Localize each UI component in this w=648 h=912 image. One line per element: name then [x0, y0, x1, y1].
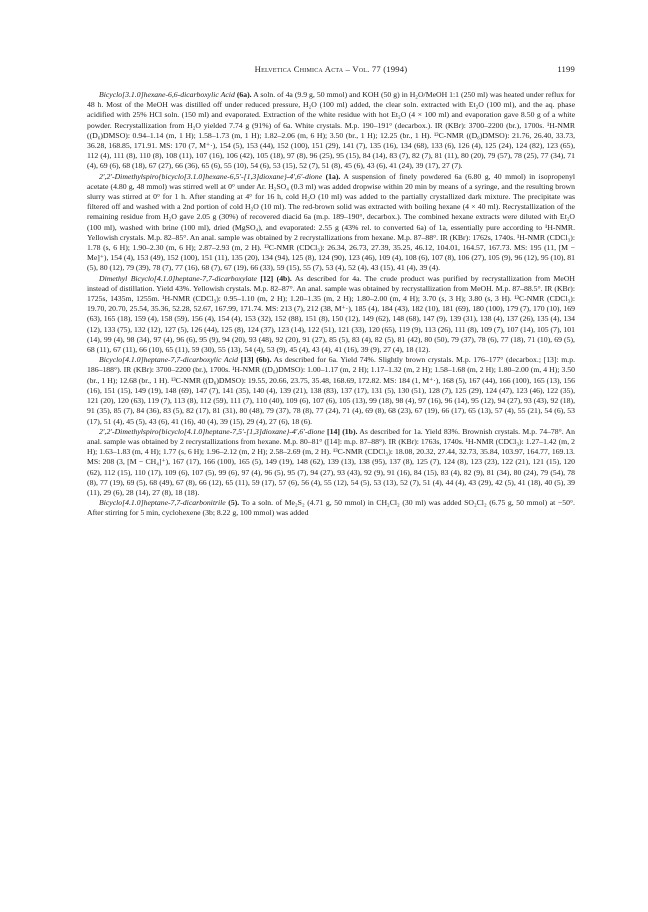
compound-name: Bicyclo[3.1.0]hexane-6,6-dicarboxylic Acid	[99, 90, 235, 99]
journal-page	[87, 64, 575, 519]
paragraph-compound-1a	[87, 172, 575, 274]
compound-label: [14] (1b).	[324, 426, 358, 436]
article-body	[87, 90, 575, 519]
paragraph-text: As described for 4a. The crude product was purified by recrystallization from MeOH instead of distillation. Yield 43%. Yellowish crystals. M.p. 82–87°. An anal. sample was obtained by recrystallization from MeOH. M.p. 87–88.5°. IR (KBr): 1725s, 1435m, 1255m. ¹H-NMR (CDCl₃): 0.95–1.10 (m, 2 H); 1.20–1.35 (m, 2 H); 1.80–2.00 (m, 4 H); 3.70 (s, 3 H); 3.80 (s, 3 H). ¹³C-NMR (CDCl₃): 19.70, 20.70, 25.54, 35.36, 52.28, 52.67, 167.99, 171.74. MS: 213 (7), 212 (38, M⁺·), 185 (4), 184 (43), 182 (10), 181 (69), 180 (100), 179 (7), 170 (10), 169 (63), 165 (18), 159 (4), 158 (59), 156 (4), 154 (4), 153 (32), 152 (88), 151 (8), 150 (12), 149 (62), 148 (68), 147 (9), 139 (31), 138 (4), 137 (26), 135 (4), 134 (12), 133 (75), 132 (12), 127 (5), 126 (44), 125 (8), 124 (37), 123 (14), 122 (51), 121 (33), 120 (65), 119 (9), 113 (26), 111 (8), 109 (7), 107 (14), 105 (7), 101 (14), 99 (4), 98 (34), 97 (4), 96 (6), 95 (9), 94 (20), 93 (48), 92 (20), 91 (27), 85 (5), 83 (4), 82 (5), 81 (42), 80 (50), 79 (37), 78 (6), 77 (18), 71 (10), 69 (5), 68 (11), 67 (11), 66 (10), 65 (11), 59 (30), 55 (13), 54 (4), 53 (9), 45 (4), 43 (4), 41 (16), 39 (9), 27 (4), 18 (12).	[87, 273, 575, 355]
paragraph-compound-4b	[87, 274, 575, 356]
compound-name: 2′,2′-Dimethylspiro{bicyclo[4.1.0]heptane-7,5′-[1,3]dioxane}-4′,6′-dione	[99, 426, 325, 436]
paragraph-text: To a soln. of Me₂S₂ (4.71 g, 50 mmol) in CH₂Cl₂ (30 ml) was added SO₂Cl₂ (6.75 g, 50 mmol) at −50°. After stirring for 5 min, cyclohexene (3b; 8.22 g, 100 mmol) was added	[87, 498, 575, 518]
paragraph-text: A suspension of finely powdered 6a (6.80 g, 40 mmol) in isopropenyl acetate (4.80 g, 48 mmol) was stirred well at 0° under Ar. H₂SO₄ (0.3 ml) was added dropwise within 20 min by means of a syringe, and the resulting brown slurry was stirred at 0° for 1 h. After standing at 4° for 16 h, cold H₂O (10 ml) was added to the partially crystallized dark mixture. The precipitate was filtered off and washed with a 2nd portion of cold H₂O (10 ml). The red-brown solid was extracted with boiling hexane (4 × 40 ml). Recrystallization of the remaining residue from H₂O gave 2.05 g (30%) of recovered diacid 6a (m.p. 189–190°, decarbox.). The combined hexane extracts were diluted with Et₂O (100 ml), washed with brine (100 ml), dried (MgSO₄), and evaporated: 2.55 g (43% rel. to converted 6a) of 1a, essentially pure according to ¹H-NMR. Yellowish crystals. M.p. 82–85°. An anal. sample was obtained by 2 recrystallizations from hexane. M.p. 87–88°. IR (KBr): 1762s, 1740s. ¹H-NMR (CDCl₃): 1.78 (s, 6 H); 1.90–2.30 (m, 6 H); 2.87–2.93 (m, 2 H). ¹³C-NMR (CDCl₃): 26.34, 26.73, 27.39, 35.25, 46.12, 104.01, 164.57, 167.73. MS: 195 (11, [M − Me]⁺), 154 (4), 153 (49), 152 (100), 151 (11), 135 (20), 134 (94), 125 (8), 124 (90), 123 (46), 109 (4), 108 (6), 107 (8), 106 (27), 105 (9), 96 (12), 95 (10), 81 (5), 80 (12), 79 (39), 78 (7), 77 (16), 68 (7), 67 (19), 66 (33), 59 (15), 55 (7), 53 (4), 52 (4), 43 (15), 41 (4), 39 (4).	[87, 171, 575, 273]
page-number: 1199	[557, 64, 575, 74]
paragraph-compound-6b	[87, 355, 575, 426]
paragraph-compound-6a	[87, 90, 575, 172]
compound-label: [13] (6b).	[238, 355, 272, 365]
running-header	[87, 64, 575, 76]
compound-label: (6a).	[234, 90, 252, 99]
paragraph-text: A soln. of 4a (9.9 g, 50 mmol) and KOH (50 g) in H₂O/MeOH 1:1 (250 ml) was heated under reflux for 48 h. Most of the MeOH was distilled off under reduced pressure, H₂O (100 ml) added, the clear soln. extracted with Et₂O (100 ml), and the aq. phase acidified with 25% HCl soln. (150 ml) and evaporated. Extraction of the white residue with hot Et₂O (4 × 100 ml) and evaporation gave 8.50 g of a white powder. Recrystallization from H₂O yielded 7.74 g (91%) of 6a. White crystals. M.p. 190–191° (decarbox.). IR (KBr): 3700–2200 (br.), 1700s. ¹H-NMR ((D₆)DMSO): 0.94–1.14 (m, 1 H); 1.58–1.73 (m, 1 H); 1.82–2.06 (m, 6 H); 3.50 (br., 1 H); 12.25 (br., 1 H). ¹³C-NMR ((D₆)DMSO): 21.76, 26.40, 33.73, 36.28, 168.85, 171.91. MS: 170 (7, M⁺·), 154 (5), 153 (44), 152 (100), 151 (29), 141 (7), 135 (16), 134 (68), 133 (6), 126 (4), 125 (24), 124 (82), 123 (65), 112 (4), 111 (8), 110 (8), 108 (11), 107 (16), 106 (42), 105 (18), 97 (8), 96 (25), 95 (15), 84 (14), 83 (7), 82 (7), 81 (11), 80 (20), 79 (57), 78 (25), 77 (34), 71 (4), 69 (6), 68 (18), 67 (27), 66 (36), 65 (6), 55 (10), 54 (6), 53 (15), 52 (7), 51 (8), 45 (6), 43 (6), 41 (24), 39 (17), 27 (7).	[87, 90, 576, 171]
paragraph-text: As described for 6a. Yield 74%. Slightly brown crystals. M.p. 176–177° (decarbox.; [13]: m.p. 186–188°). IR (KBr): 3700–2200 (br.), 1700s. ¹H-NMR ((D₆)DMSO): 1.00–1.17 (m, 2 H); 1.17–1.32 (m, 2 H); 1.58–1.68 (m, 2 H); 1.80–2.00 (m, 4 H); 3.50 (br., 1 H); 12.68 (br., 1 H). ¹³C-NMR ((D₆)DMSO): 19.55, 20.66, 23.75, 35.48, 168.69, 172.82. MS: 184 (1, M⁺·), 168 (5), 167 (44), 166 (100), 165 (13), 156 (16), 151 (15), 149 (19), 148 (69), 147 (7), 141 (35), 140 (4), 139 (21), 138 (83), 137 (17), 131 (5), 130 (51), 128 (7), 125 (29), 124 (47), 123 (46), 122 (35), 121 (20), 120 (63), 119 (7), 113 (8), 112 (59), 111 (7), 110 (40), 109 (6), 107 (6), 105 (13), 99 (18), 98 (4), 97 (16), 96 (14), 95 (12), 94 (27), 93 (43), 92 (18), 91 (35), 85 (7), 84 (36), 83 (5), 82 (17), 81 (31), 80 (48), 79 (37), 78 (8), 77 (24), 71 (4), 69 (8), 68 (23), 67 (19), 66 (17), 65 (13), 57 (4), 55 (21), 54 (6), 53 (17), 51 (4), 45 (5), 43 (6), 41 (16), 40 (4), 39 (15), 29 (4), 27 (6), 18 (6).	[87, 355, 575, 426]
journal-title: Helvetica Chimica Acta – Vol. 77 (1994)	[254, 64, 408, 74]
compound-name: 2′,2′-Dimethylspiro{bicyclo[3.1.0]hexane-6,5′-[1,3]dioxane}-4′,6′-dione	[99, 171, 323, 181]
paragraph-compound-5	[87, 498, 575, 518]
compound-name: Bicyclo[4.1.0]heptane-7,7-dicarbonitrile	[99, 498, 226, 508]
compound-label: (5).	[225, 498, 240, 508]
compound-name: Bicyclo[4.1.0]heptane-7,7-dicarboxylic Acid	[99, 355, 239, 365]
compound-label: [12] (4b).	[256, 273, 292, 283]
compound-name: Dimethyl Bicyclo[4.1.0]heptane-7,7-dicarboxylate	[99, 273, 257, 283]
paragraph-compound-1b	[87, 427, 575, 498]
compound-label: (1a).	[322, 171, 341, 181]
paragraph-text: As described for 1a. Yield 83%. Brownish crystals. M.p. 74–78°. An anal. sample was obtained by 2 recrystallizations from hexane. M.p. 80–81° ([14]: m.p. 87–88°). IR (KBr): 1763s, 1740s. ¹H-NMR (CDCl₃): 1.27–1.42 (m, 2 H); 1.63–1.83 (m, 4 H); 1.77 (s, 6 H); 1.96–2.12 (m, 2 H); 2.58–2.69 (m, 2 H). ¹³C-NMR (CDCl₃): 18.08, 20.32, 27.44, 32.73, 35.84, 103.97, 164.77, 169.13. MS: 208 (3, [M − CH₄]⁺), 167 (17), 166 (100), 165 (5), 149 (19), 148 (62), 139 (13), 138 (95), 137 (8), 125 (7), 124 (8), 123 (23), 122 (21), 121 (15), 120 (62), 112 (15), 110 (17), 109 (6), 107 (5), 99 (6), 97 (4), 96 (5), 95 (7), 94 (27), 93 (43), 92 (9), 91 (16), 84 (15), 83 (4), 82 (9), 81 (34), 80 (24), 79 (54), 78 (8), 77 (19), 69 (5), 68 (49), 67 (8), 66 (12), 65 (11), 59 (17), 57 (6), 56 (4), 55 (12), 54 (5), 53 (13), 52 (7), 51 (4), 44 (4), 43 (29), 42 (5), 41 (18), 40 (5), 39 (11), 29 (6), 28 (14), 27 (8), 18 (18).	[87, 426, 575, 497]
